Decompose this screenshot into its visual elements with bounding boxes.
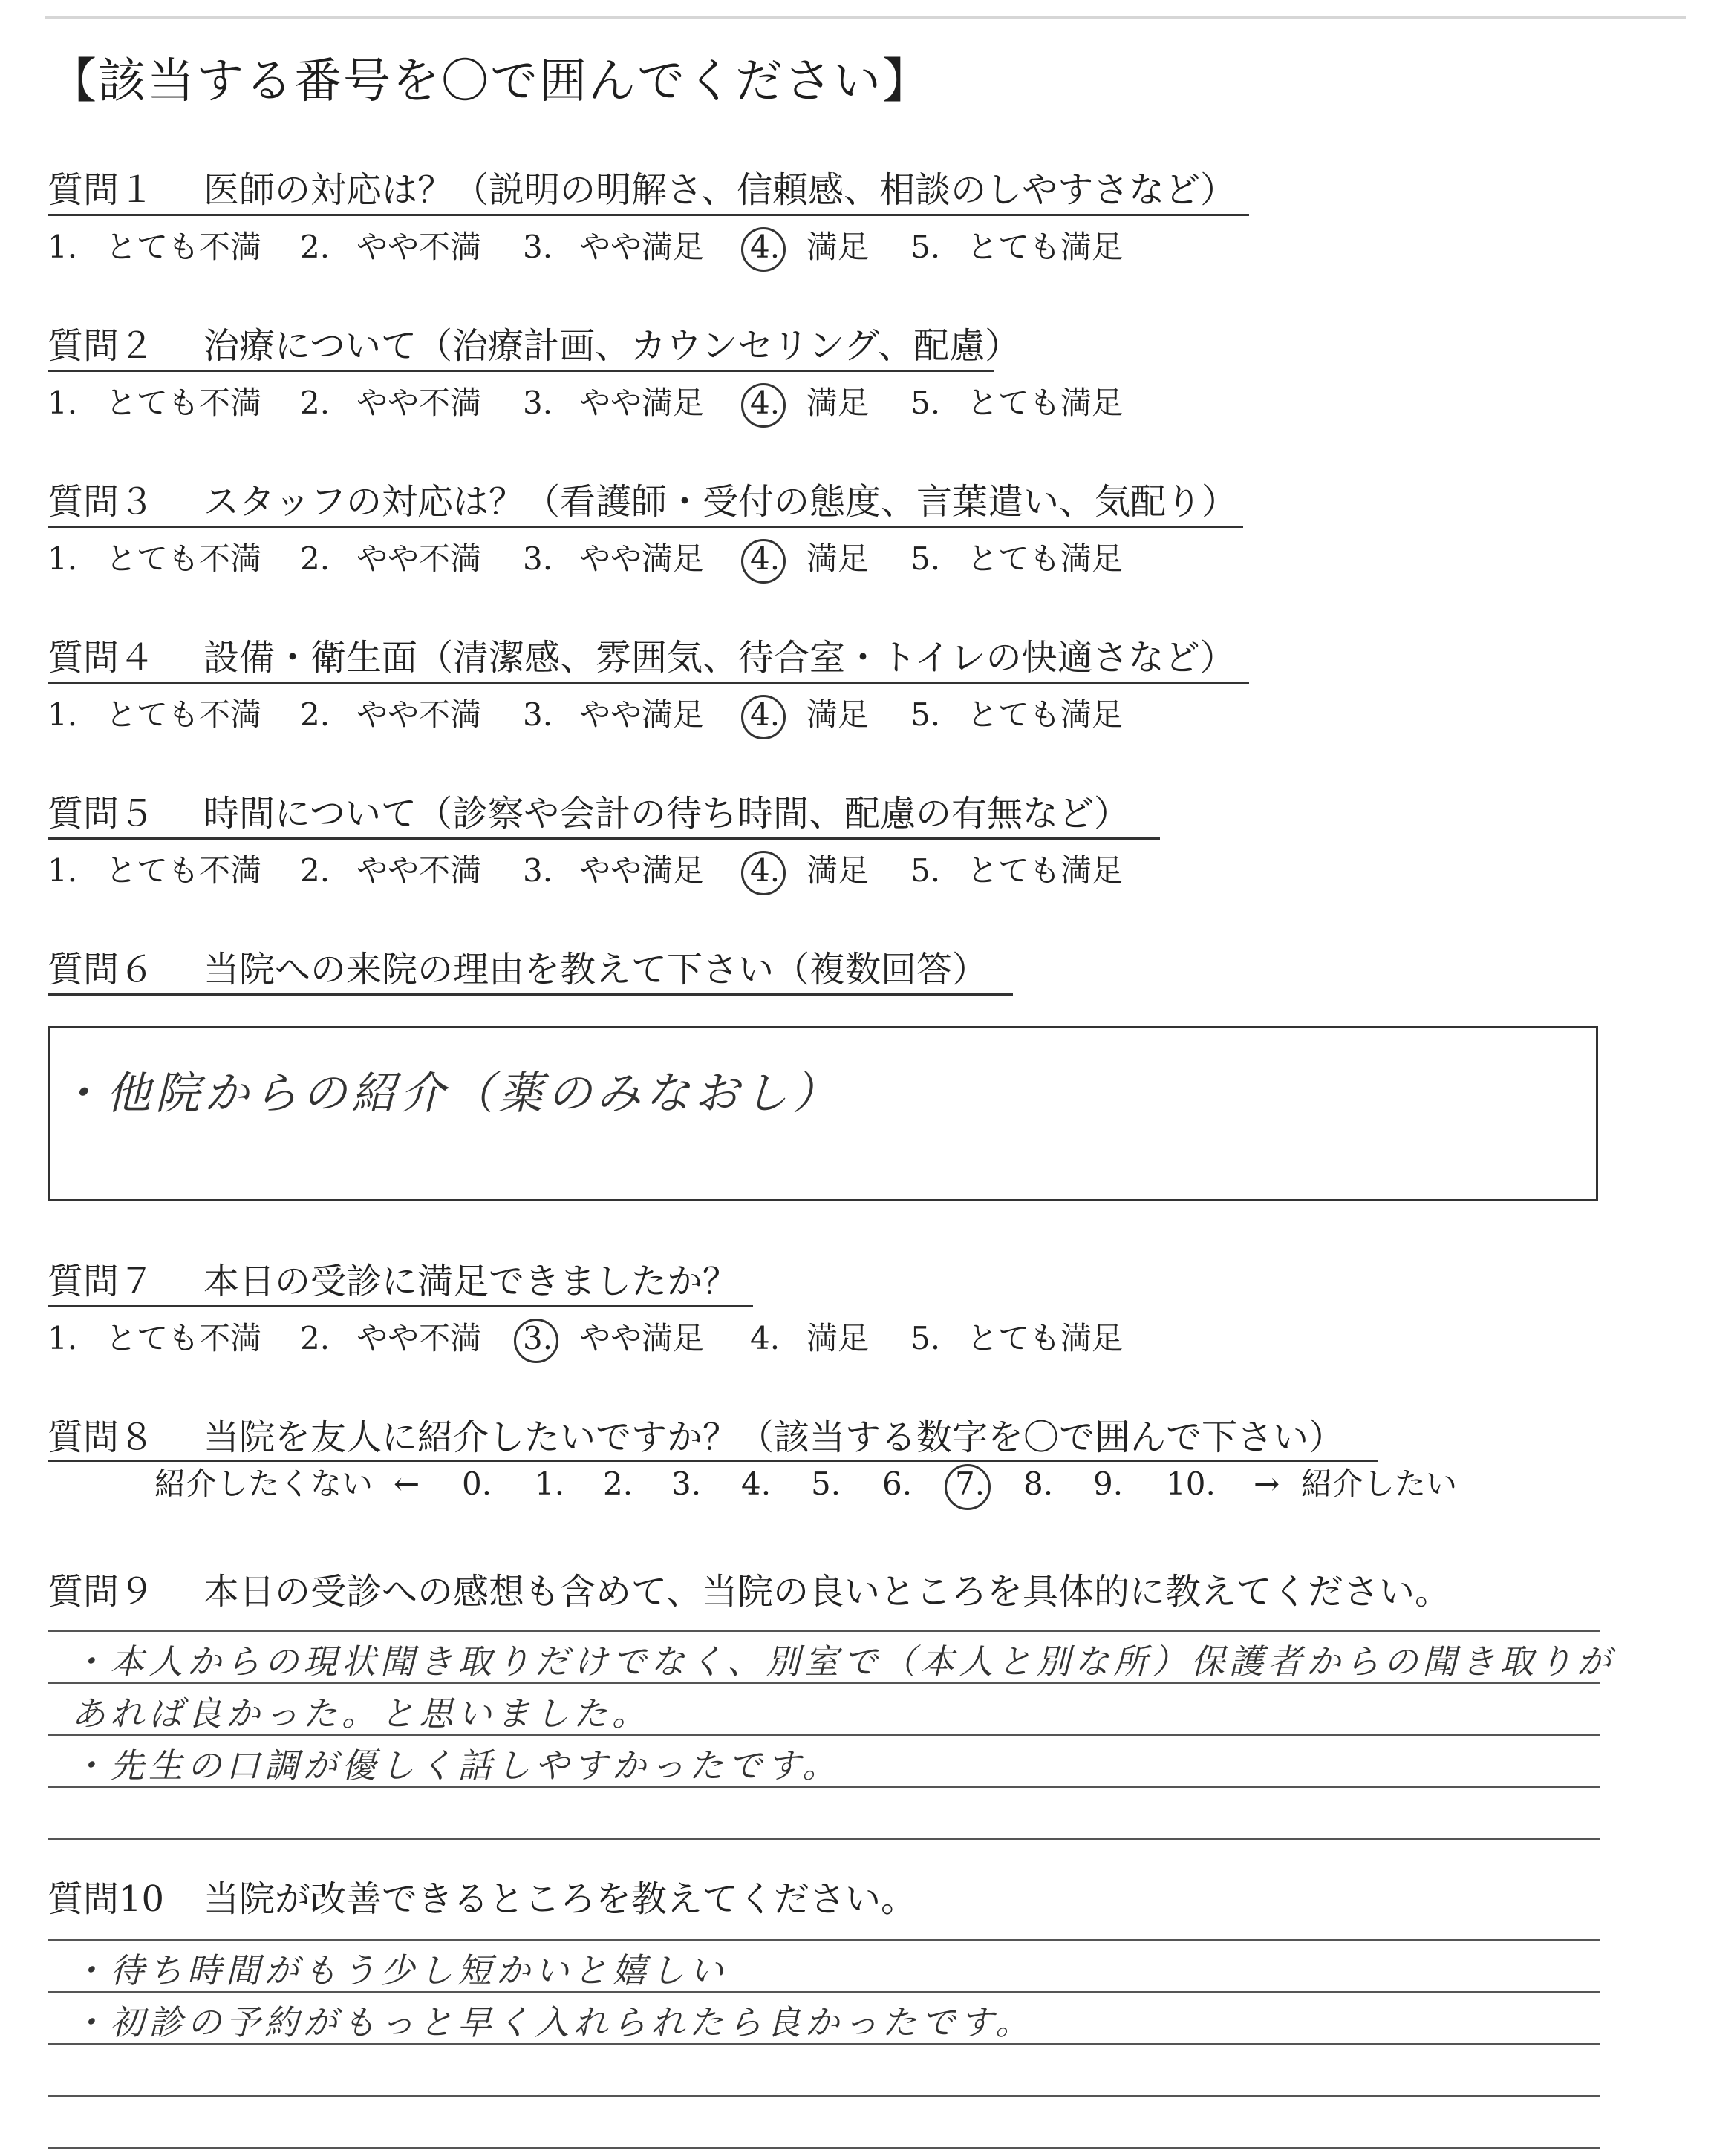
question-3 bbox=[48, 481, 1238, 523]
question-number: 質問７ bbox=[48, 1261, 155, 1302]
scale-number: 2. bbox=[603, 1466, 633, 1502]
option-label: やや満足 bbox=[579, 1320, 705, 1356]
scale-number: 9. bbox=[1093, 1466, 1124, 1502]
option-number: 3. bbox=[523, 540, 553, 577]
option-number: 4. bbox=[750, 229, 780, 265]
scale-number: 3. bbox=[671, 1466, 702, 1502]
option-label: とても満足 bbox=[967, 540, 1124, 577]
question-text: 医師の対応は？（説明の明解さ、信頼感、相談のしやすさなど） bbox=[203, 169, 1236, 211]
option-number: 2. bbox=[300, 385, 330, 421]
selected-circle bbox=[741, 227, 786, 272]
ruled-line bbox=[48, 2147, 1600, 2149]
question-number: 質問３ bbox=[48, 481, 155, 523]
question-underline bbox=[48, 1305, 753, 1307]
option-number: 2. bbox=[300, 696, 330, 733]
option-number: 2. bbox=[300, 229, 330, 265]
option-number: 3. bbox=[523, 696, 553, 733]
question-underline bbox=[48, 993, 1013, 996]
question-text: 本日の受診に満足できましたか？ bbox=[203, 1261, 739, 1302]
scale-right-arrow: → bbox=[1254, 1466, 1280, 1502]
option-label: とても満足 bbox=[967, 696, 1124, 733]
question-number: 質問５ bbox=[48, 793, 155, 834]
question-underline bbox=[48, 682, 1249, 684]
option-number: 2. bbox=[300, 540, 330, 577]
question-text: 時間について（診察や会計の待ち時間、配慮の有無など） bbox=[203, 793, 1130, 834]
question-text: 当院への来院の理由を教えて下さい（複数回答） bbox=[203, 949, 988, 990]
scale-number: 7. bbox=[955, 1466, 985, 1502]
handwritten-line: ・本人からの現状聞き取りだけでなく、別室で（本人と別な所）保護者からの聞き取りが bbox=[71, 1642, 1616, 1682]
option-label: とても満足 bbox=[967, 1320, 1124, 1356]
option-label: とても不満 bbox=[105, 696, 262, 733]
option-label: やや不満 bbox=[356, 1320, 482, 1356]
option-number: 4. bbox=[750, 540, 780, 577]
question-text: 本日の受診への感想も含めて、当院の良いところを具体的に教えてください。 bbox=[203, 1571, 1451, 1613]
question-number: 質問10 bbox=[48, 1878, 165, 1920]
option-number: 1. bbox=[48, 852, 78, 889]
question-number: 質問２ bbox=[48, 325, 155, 367]
handwritten-line: ・先生の口調が優しく話しやすかったです。 bbox=[71, 1745, 841, 1786]
question-9 bbox=[48, 1571, 1451, 1613]
question-number: 質問８ bbox=[48, 1417, 155, 1458]
selected-circle bbox=[741, 695, 786, 739]
handwritten-answer: ・他院からの紹介（薬のみなおし） bbox=[57, 1068, 841, 1120]
question-text: 設備・衛生面（清潔感、雰囲気、待合室・トイレの快適さなど） bbox=[203, 637, 1236, 679]
question-number: 質問１ bbox=[48, 169, 155, 211]
question-text: 治療について（治療計画、カウンセリング、配慮） bbox=[203, 325, 1021, 367]
option-number: 4. bbox=[750, 385, 780, 421]
option-number: 3. bbox=[523, 852, 553, 889]
option-number: 5. bbox=[910, 696, 941, 733]
option-number: 1. bbox=[48, 229, 78, 265]
question-7 bbox=[48, 1261, 739, 1302]
question-8 bbox=[48, 1417, 1345, 1458]
option-label: 満足 bbox=[806, 852, 870, 889]
instruction-header: 【該当する番号を〇で囲んでください】 bbox=[49, 54, 931, 109]
question-10 bbox=[48, 1878, 917, 1920]
option-number: 4. bbox=[750, 1320, 780, 1356]
option-number: 3. bbox=[523, 1320, 553, 1356]
option-label: やや満足 bbox=[579, 229, 705, 265]
option-number: 5. bbox=[910, 540, 941, 577]
question-number: 質問６ bbox=[48, 949, 155, 990]
selected-circle bbox=[514, 1319, 558, 1363]
scale-left-arrow: ← bbox=[394, 1466, 420, 1502]
option-label: とても不満 bbox=[105, 852, 262, 889]
scale-number: 4. bbox=[741, 1466, 772, 1502]
option-label: 満足 bbox=[806, 385, 870, 421]
option-number: 5. bbox=[910, 229, 941, 265]
question-underline bbox=[48, 370, 994, 372]
option-label: やや満足 bbox=[579, 852, 705, 889]
question-underline bbox=[48, 526, 1243, 528]
option-label: とても不満 bbox=[105, 1320, 262, 1356]
scale-number: 10. bbox=[1166, 1466, 1216, 1502]
handwritten-line: ・初診の予約がもっと早く入れられたら良かったです。 bbox=[71, 2002, 1034, 2042]
option-label: やや不満 bbox=[356, 696, 482, 733]
option-number: 2. bbox=[300, 1320, 330, 1356]
option-label: とても満足 bbox=[967, 852, 1124, 889]
question-text: スタッフの対応は？（看護師・受付の態度、言葉遣い、気配り） bbox=[203, 481, 1238, 523]
question-4 bbox=[48, 637, 1236, 679]
option-label: 満足 bbox=[806, 229, 870, 265]
question-underline bbox=[48, 1460, 1378, 1462]
answer-box-q6 bbox=[48, 1026, 1598, 1201]
question-5 bbox=[48, 793, 1130, 834]
question-text: 当院を友人に紹介したいですか？（該当する数字を〇で囲んで下さい） bbox=[203, 1417, 1345, 1458]
option-label: とても満足 bbox=[967, 229, 1124, 265]
top-border bbox=[45, 16, 1686, 19]
option-label: やや満足 bbox=[579, 696, 705, 733]
scale-number: 6. bbox=[882, 1466, 913, 1502]
option-number: 3. bbox=[523, 385, 553, 421]
ruled-line bbox=[48, 1939, 1600, 1941]
option-label: とても不満 bbox=[105, 385, 262, 421]
selected-circle bbox=[741, 383, 786, 428]
option-label: 満足 bbox=[806, 1320, 870, 1356]
handwritten-line: あれば良かった。と思いました。 bbox=[71, 1693, 651, 1734]
scale-left-label: 紹介したくない bbox=[154, 1466, 374, 1502]
ruled-line bbox=[48, 1630, 1600, 1632]
option-label: やや不満 bbox=[356, 385, 482, 421]
option-number: 5. bbox=[910, 1320, 941, 1356]
option-number: 3. bbox=[523, 229, 553, 265]
option-label: やや満足 bbox=[579, 385, 705, 421]
option-label: やや不満 bbox=[356, 540, 482, 577]
question-number: 質問９ bbox=[48, 1571, 155, 1613]
handwritten-line: ・待ち時間がもう少し短かいと嬉しい bbox=[71, 1950, 728, 1990]
option-number: 5. bbox=[910, 852, 941, 889]
selected-circle bbox=[741, 539, 786, 584]
option-number: 4. bbox=[750, 852, 780, 889]
option-label: とても満足 bbox=[967, 385, 1124, 421]
ruled-line bbox=[48, 1838, 1600, 1840]
scale-right-label: 紹介したい bbox=[1301, 1466, 1458, 1502]
ruled-line bbox=[48, 2095, 1600, 2097]
option-number: 2. bbox=[300, 852, 330, 889]
scale-number: 0. bbox=[462, 1466, 492, 1502]
question-underline bbox=[48, 214, 1249, 216]
option-label: 満足 bbox=[806, 696, 870, 733]
option-label: やや不満 bbox=[356, 229, 482, 265]
option-number: 1. bbox=[48, 1320, 78, 1356]
option-number: 5. bbox=[910, 385, 941, 421]
option-number: 1. bbox=[48, 385, 78, 421]
scale-number: 8. bbox=[1023, 1466, 1054, 1502]
option-label: とても不満 bbox=[105, 540, 262, 577]
question-2 bbox=[48, 325, 1021, 367]
question-1 bbox=[48, 169, 1236, 211]
question-text: 当院が改善できるところを教えてください。 bbox=[203, 1878, 917, 1920]
question-underline bbox=[48, 837, 1160, 840]
option-label: 満足 bbox=[806, 540, 870, 577]
question-6 bbox=[48, 949, 988, 990]
selected-circle bbox=[741, 851, 786, 895]
scale-number: 1. bbox=[535, 1466, 565, 1502]
option-number: 1. bbox=[48, 696, 78, 733]
option-label: やや不満 bbox=[356, 852, 482, 889]
option-number: 4. bbox=[750, 696, 780, 733]
option-label: やや満足 bbox=[579, 540, 705, 577]
selected-circle bbox=[945, 1464, 991, 1510]
question-number: 質問４ bbox=[48, 637, 155, 679]
scale-number: 5. bbox=[811, 1466, 841, 1502]
option-number: 1. bbox=[48, 540, 78, 577]
option-label: とても不満 bbox=[105, 229, 262, 265]
